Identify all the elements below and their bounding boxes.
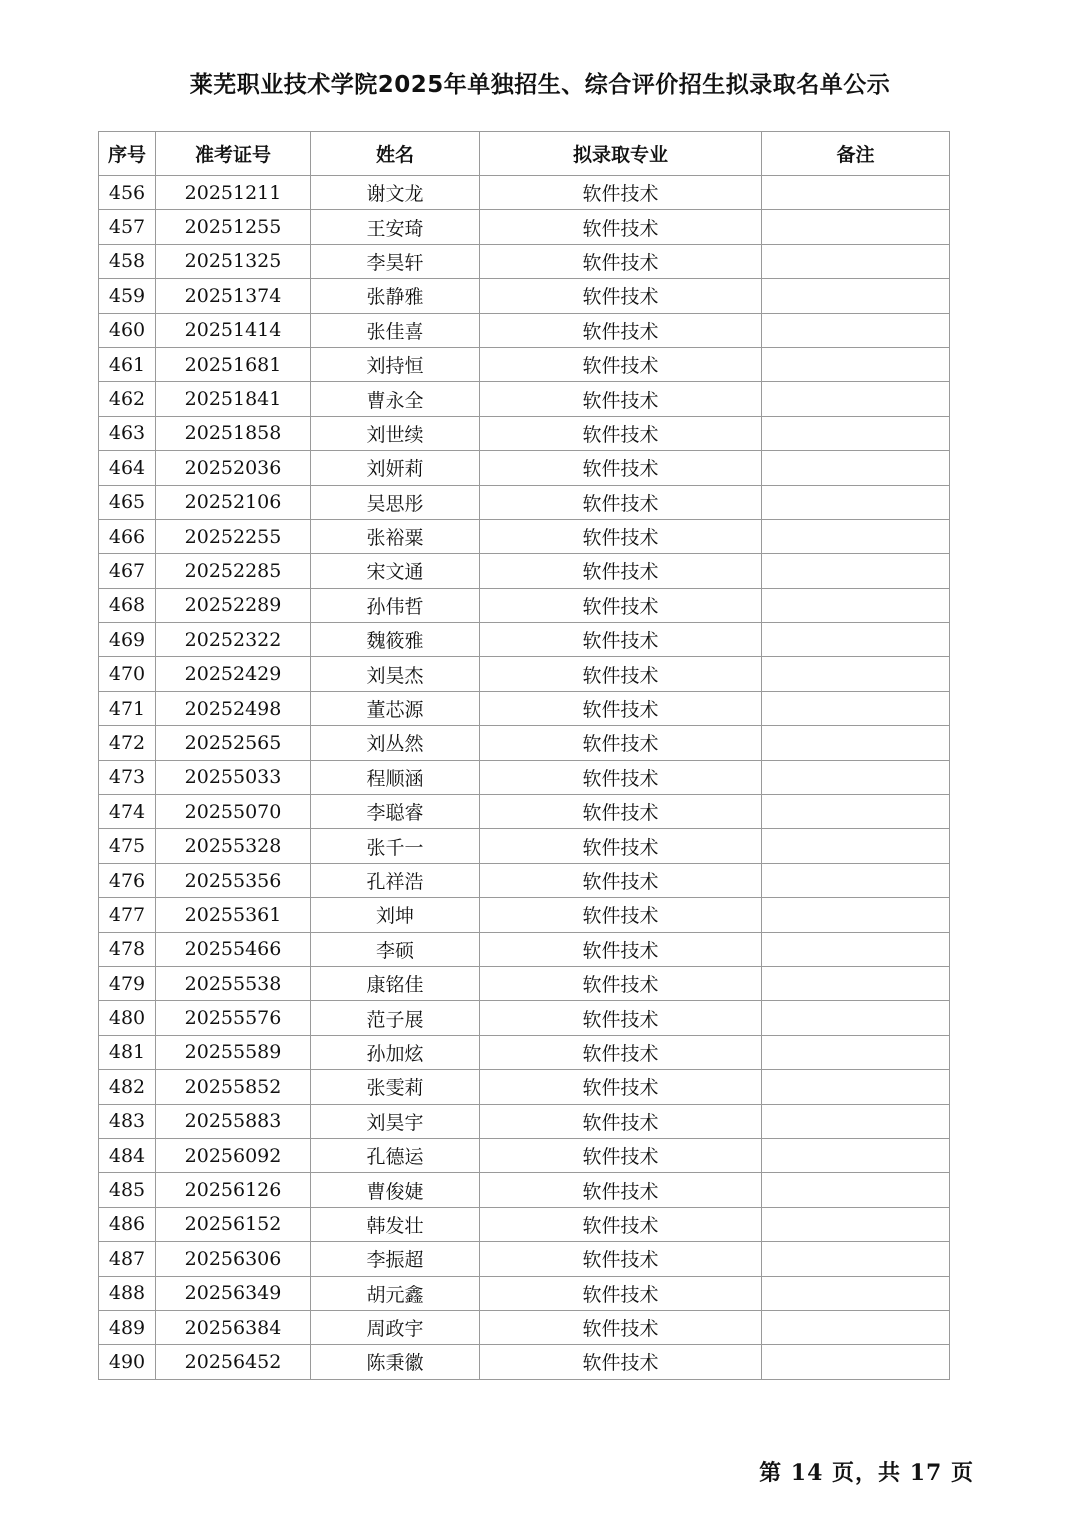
cell-remark <box>762 863 950 897</box>
cell-name: 韩发壮 <box>311 1207 480 1241</box>
cell-seq: 490 <box>99 1345 156 1379</box>
table-row <box>99 966 950 1000</box>
cell-seq: 456 <box>99 176 156 210</box>
cell-name: 孔祥浩 <box>311 863 480 897</box>
table-row <box>99 347 950 381</box>
cell-name: 吴思彤 <box>311 485 480 519</box>
cell-remark <box>762 210 950 244</box>
cell-exam-id: 20252429 <box>156 657 311 691</box>
cell-name: 李硕 <box>311 932 480 966</box>
cell-exam-id: 20255852 <box>156 1070 311 1104</box>
cell-remark <box>762 1276 950 1310</box>
cell-major: 软件技术 <box>480 829 762 863</box>
cell-remark <box>762 1310 950 1344</box>
cell-name: 孙加炫 <box>311 1035 480 1069</box>
table-row <box>99 795 950 829</box>
cell-seq: 463 <box>99 416 156 450</box>
header-exam-id: 准考证号 <box>156 132 311 176</box>
cell-name: 刘世续 <box>311 416 480 450</box>
cell-exam-id: 20256152 <box>156 1207 311 1241</box>
cell-major: 软件技术 <box>480 1345 762 1379</box>
cell-remark <box>762 1345 950 1379</box>
cell-remark <box>762 1001 950 1035</box>
cell-seq: 488 <box>99 1276 156 1310</box>
cell-exam-id: 20255033 <box>156 760 311 794</box>
cell-seq: 471 <box>99 691 156 725</box>
cell-seq: 478 <box>99 932 156 966</box>
cell-name: 范子展 <box>311 1001 480 1035</box>
cell-exam-id: 20252285 <box>156 554 311 588</box>
cell-name: 张雯莉 <box>311 1070 480 1104</box>
header-seq: 序号 <box>99 132 156 176</box>
cell-name: 王安琦 <box>311 210 480 244</box>
cell-remark <box>762 416 950 450</box>
table-row <box>99 382 950 416</box>
cell-name: 刘丛然 <box>311 726 480 760</box>
cell-major: 软件技术 <box>480 657 762 691</box>
table-row <box>99 863 950 897</box>
cell-seq: 480 <box>99 1001 156 1035</box>
cell-seq: 457 <box>99 210 156 244</box>
table-row <box>99 1207 950 1241</box>
cell-seq: 466 <box>99 519 156 553</box>
cell-exam-id: 20251325 <box>156 244 311 278</box>
cell-remark <box>762 1035 950 1069</box>
cell-exam-id: 20252565 <box>156 726 311 760</box>
cell-major: 软件技术 <box>480 313 762 347</box>
cell-seq: 458 <box>99 244 156 278</box>
cell-seq: 468 <box>99 588 156 622</box>
table-row <box>99 1276 950 1310</box>
cell-name: 张佳喜 <box>311 313 480 347</box>
cell-remark <box>762 1173 950 1207</box>
cell-major: 软件技术 <box>480 932 762 966</box>
cell-exam-id: 20251374 <box>156 279 311 313</box>
cell-exam-id: 20251858 <box>156 416 311 450</box>
cell-major: 软件技术 <box>480 279 762 313</box>
table-row <box>99 451 950 485</box>
table-row <box>99 416 950 450</box>
cell-remark <box>762 451 950 485</box>
cell-exam-id: 20255328 <box>156 829 311 863</box>
table-row <box>99 760 950 794</box>
cell-major: 软件技术 <box>480 1207 762 1241</box>
cell-name: 刘坤 <box>311 898 480 932</box>
cell-seq: 474 <box>99 795 156 829</box>
cell-major: 软件技术 <box>480 1138 762 1172</box>
cell-major: 软件技术 <box>480 795 762 829</box>
table-row <box>99 623 950 657</box>
cell-remark <box>762 1138 950 1172</box>
header-major: 拟录取专业 <box>480 132 762 176</box>
cell-seq: 479 <box>99 966 156 1000</box>
cell-exam-id: 20255589 <box>156 1035 311 1069</box>
cell-name: 曹永全 <box>311 382 480 416</box>
cell-seq: 472 <box>99 726 156 760</box>
document-title: 莱芜职业技术学院2025年单独招生、综合评价招生拟录取名单公示 <box>189 72 891 98</box>
cell-seq: 486 <box>99 1207 156 1241</box>
cell-major: 软件技术 <box>480 416 762 450</box>
cell-seq: 483 <box>99 1104 156 1138</box>
cell-major: 软件技术 <box>480 1276 762 1310</box>
cell-name: 董芯源 <box>311 691 480 725</box>
cell-exam-id: 20256092 <box>156 1138 311 1172</box>
header-remark: 备注 <box>762 132 950 176</box>
cell-major: 软件技术 <box>480 1104 762 1138</box>
cell-seq: 467 <box>99 554 156 588</box>
cell-exam-id: 20251255 <box>156 210 311 244</box>
cell-exam-id: 20256452 <box>156 1345 311 1379</box>
cell-name: 宋文通 <box>311 554 480 588</box>
cell-remark <box>762 313 950 347</box>
cell-seq: 475 <box>99 829 156 863</box>
cell-major: 软件技术 <box>480 1070 762 1104</box>
cell-major: 软件技术 <box>480 485 762 519</box>
cell-exam-id: 20255356 <box>156 863 311 897</box>
cell-name: 魏筱雅 <box>311 623 480 657</box>
cell-remark <box>762 279 950 313</box>
cell-remark <box>762 657 950 691</box>
cell-exam-id: 20256306 <box>156 1242 311 1276</box>
cell-seq: 464 <box>99 451 156 485</box>
cell-seq: 459 <box>99 279 156 313</box>
cell-seq: 485 <box>99 1173 156 1207</box>
table-row <box>99 932 950 966</box>
cell-seq: 470 <box>99 657 156 691</box>
cell-name: 康铭佳 <box>311 966 480 1000</box>
cell-major: 软件技术 <box>480 588 762 622</box>
cell-major: 软件技术 <box>480 726 762 760</box>
table-row <box>99 588 950 622</box>
cell-major: 软件技术 <box>480 898 762 932</box>
cell-exam-id: 20255361 <box>156 898 311 932</box>
table-body <box>99 176 950 1380</box>
cell-name: 周政宇 <box>311 1310 480 1344</box>
cell-exam-id: 20251681 <box>156 347 311 381</box>
cell-name: 谢文龙 <box>311 176 480 210</box>
cell-major: 软件技术 <box>480 691 762 725</box>
cell-major: 软件技术 <box>480 519 762 553</box>
cell-major: 软件技术 <box>480 623 762 657</box>
cell-exam-id: 20251841 <box>156 382 311 416</box>
table-row <box>99 1035 950 1069</box>
cell-seq: 487 <box>99 1242 156 1276</box>
table-row <box>99 657 950 691</box>
table-row <box>99 1001 950 1035</box>
cell-name: 刘昊杰 <box>311 657 480 691</box>
cell-exam-id: 20256384 <box>156 1310 311 1344</box>
table-row <box>99 726 950 760</box>
table-row <box>99 279 950 313</box>
cell-major: 软件技术 <box>480 966 762 1000</box>
cell-exam-id: 20252498 <box>156 691 311 725</box>
cell-remark <box>762 485 950 519</box>
cell-major: 软件技术 <box>480 1035 762 1069</box>
cell-remark <box>762 795 950 829</box>
cell-name: 曹俊婕 <box>311 1173 480 1207</box>
table-row <box>99 898 950 932</box>
cell-remark <box>762 588 950 622</box>
cell-remark <box>762 1070 950 1104</box>
cell-exam-id: 20251414 <box>156 313 311 347</box>
cell-major: 软件技术 <box>480 210 762 244</box>
cell-seq: 469 <box>99 623 156 657</box>
cell-seq: 473 <box>99 760 156 794</box>
cell-exam-id: 20252255 <box>156 519 311 553</box>
cell-remark <box>762 898 950 932</box>
cell-exam-id: 20252036 <box>156 451 311 485</box>
cell-exam-id: 20252322 <box>156 623 311 657</box>
cell-major: 软件技术 <box>480 554 762 588</box>
cell-major: 软件技术 <box>480 382 762 416</box>
cell-exam-id: 20252289 <box>156 588 311 622</box>
admission-list-table <box>98 131 950 1380</box>
cell-name: 孙伟哲 <box>311 588 480 622</box>
cell-exam-id: 20256126 <box>156 1173 311 1207</box>
table-row <box>99 519 950 553</box>
cell-remark <box>762 176 950 210</box>
table-row <box>99 485 950 519</box>
cell-exam-id: 20255576 <box>156 1001 311 1035</box>
cell-seq: 477 <box>99 898 156 932</box>
cell-name: 张裕粟 <box>311 519 480 553</box>
cell-remark <box>762 829 950 863</box>
cell-remark <box>762 760 950 794</box>
cell-name: 孔德运 <box>311 1138 480 1172</box>
table-row <box>99 1310 950 1344</box>
cell-exam-id: 20251211 <box>156 176 311 210</box>
cell-remark <box>762 1104 950 1138</box>
page-number: 第 14 页，共 17 页 <box>759 1460 974 1486</box>
cell-seq: 484 <box>99 1138 156 1172</box>
cell-remark <box>762 244 950 278</box>
cell-exam-id: 20255466 <box>156 932 311 966</box>
cell-major: 软件技术 <box>480 1242 762 1276</box>
table-row <box>99 244 950 278</box>
cell-major: 软件技术 <box>480 863 762 897</box>
table-row <box>99 1345 950 1379</box>
cell-remark <box>762 347 950 381</box>
cell-name: 程顺涵 <box>311 760 480 794</box>
cell-seq: 482 <box>99 1070 156 1104</box>
table-row <box>99 1173 950 1207</box>
table-row <box>99 691 950 725</box>
cell-name: 胡元鑫 <box>311 1276 480 1310</box>
table-header-row <box>99 132 950 176</box>
cell-seq: 489 <box>99 1310 156 1344</box>
cell-seq: 460 <box>99 313 156 347</box>
cell-name: 李聪睿 <box>311 795 480 829</box>
cell-major: 软件技术 <box>480 1001 762 1035</box>
cell-major: 软件技术 <box>480 244 762 278</box>
table-row <box>99 554 950 588</box>
cell-seq: 481 <box>99 1035 156 1069</box>
cell-exam-id: 20255070 <box>156 795 311 829</box>
cell-remark <box>762 726 950 760</box>
cell-name: 刘持恒 <box>311 347 480 381</box>
cell-major: 软件技术 <box>480 1310 762 1344</box>
cell-remark <box>762 623 950 657</box>
cell-remark <box>762 382 950 416</box>
cell-major: 软件技术 <box>480 176 762 210</box>
header-name: 姓名 <box>311 132 480 176</box>
cell-exam-id: 20252106 <box>156 485 311 519</box>
cell-name: 刘妍莉 <box>311 451 480 485</box>
cell-exam-id: 20256349 <box>156 1276 311 1310</box>
cell-remark <box>762 966 950 1000</box>
table-row <box>99 1242 950 1276</box>
cell-major: 软件技术 <box>480 451 762 485</box>
table-row <box>99 176 950 210</box>
cell-name: 李振超 <box>311 1242 480 1276</box>
cell-major: 软件技术 <box>480 1173 762 1207</box>
cell-remark <box>762 1242 950 1276</box>
cell-major: 软件技术 <box>480 347 762 381</box>
table-row <box>99 1138 950 1172</box>
cell-remark <box>762 932 950 966</box>
cell-name: 陈秉徽 <box>311 1345 480 1379</box>
cell-name: 刘昊宇 <box>311 1104 480 1138</box>
cell-seq: 465 <box>99 485 156 519</box>
cell-major: 软件技术 <box>480 760 762 794</box>
table-row <box>99 210 950 244</box>
cell-remark <box>762 1207 950 1241</box>
cell-seq: 476 <box>99 863 156 897</box>
cell-name: 张静雅 <box>311 279 480 313</box>
table-row <box>99 313 950 347</box>
cell-name: 李昊轩 <box>311 244 480 278</box>
cell-remark <box>762 691 950 725</box>
cell-exam-id: 20255883 <box>156 1104 311 1138</box>
cell-remark <box>762 554 950 588</box>
table-row <box>99 1104 950 1138</box>
cell-seq: 462 <box>99 382 156 416</box>
cell-seq: 461 <box>99 347 156 381</box>
table-row <box>99 829 950 863</box>
cell-remark <box>762 519 950 553</box>
table-row <box>99 1070 950 1104</box>
cell-exam-id: 20255538 <box>156 966 311 1000</box>
cell-name: 张千一 <box>311 829 480 863</box>
